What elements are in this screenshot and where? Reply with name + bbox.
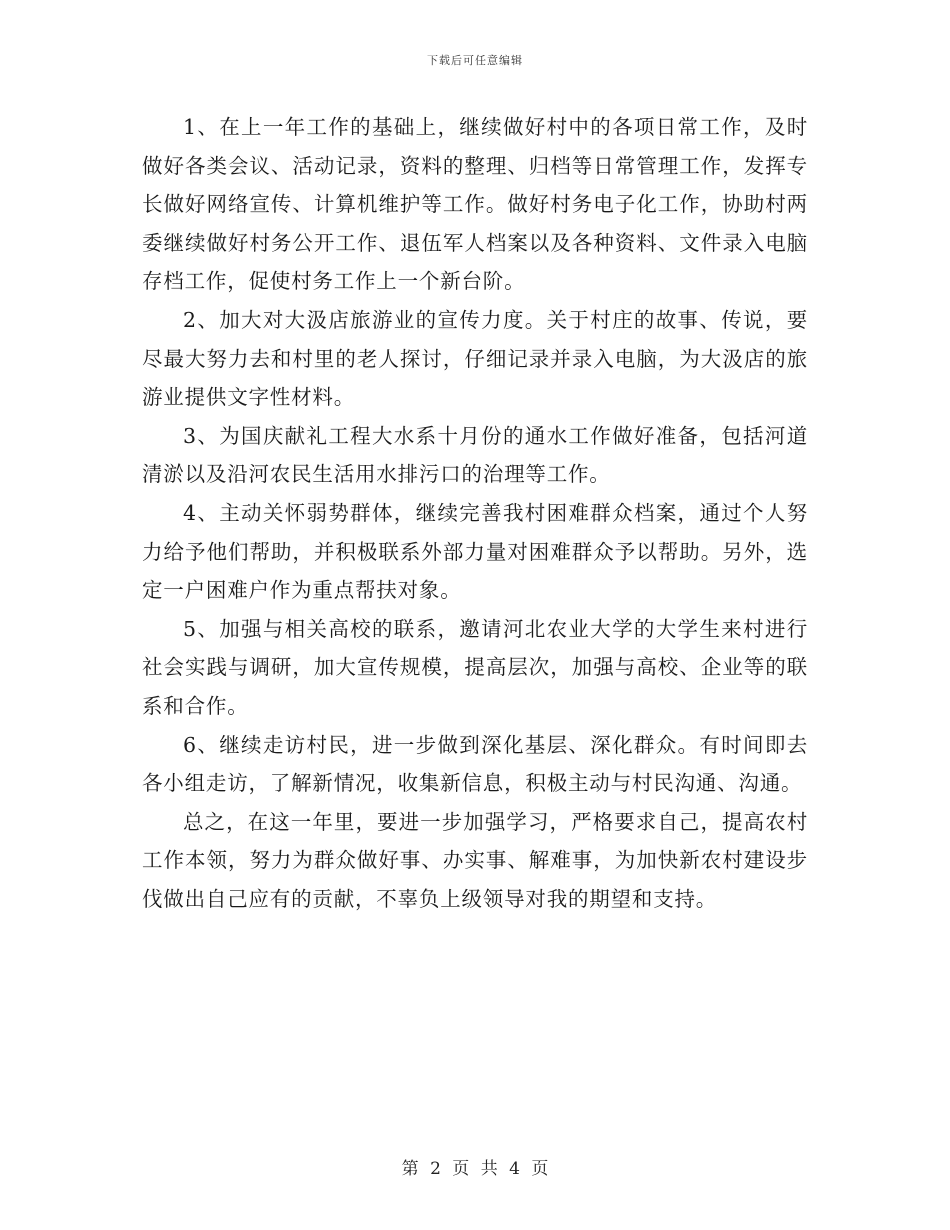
paragraph-item-6: 6、继续走访村民，进一步做到深化基层、深化群众。有时间即去各小组走访，了解新情况，收集新信息，积极主动与村民沟通、沟通。 — [142, 732, 808, 796]
page-header-note: 下载后可任意编辑 — [427, 54, 523, 67]
document-body — [142, 108, 808, 918]
paragraph-item-1: 1、在上一年工作的基础上，继续做好村中的各项日常工作，及时做好各类会议、活动记录，资料的整理、归档等日常管理工作，发挥专长做好网络宣传、计算机维护等工作。做好村务电子化工作，协助村两委继续做好村务公开工作、退伍军人档案以及各种资料、文件录入电脑存档工作，促使村务工作上一个新台阶。 — [142, 115, 808, 294]
page-number: 第 2 页 共 4 页 — [401, 1159, 549, 1179]
paragraph-item-2: 2、加大对大汲店旅游业的宣传力度。关于村庄的故事、传说，要尽最大努力去和村里的老人探讨，仔细记录并录入电脑，为大汲店的旅游业提供文字性材料。 — [142, 307, 808, 410]
paragraph-item-4: 4、主动关怀弱势群体，继续完善我村困难群众档案，通过个人努力给予他们帮助，并积极联系外部力量对困难群众予以帮助。另外，选定一户困难户作为重点帮扶对象。 — [142, 500, 808, 603]
paragraph-summary: 总之，在这一年里，要进一步加强学习，严格要求自己，提高农村工作本领，努力为群众做好事、办实事、解难事，为加快新农村建设步伐做出自己应有的贡献，不辜负上级领导对我的期望和支持。 — [142, 809, 808, 911]
paragraph-item-3: 3、为国庆献礼工程大水系十月份的通水工作做好准备，包括河道清淤以及沿河农民生活用水排污口的治理等工作。 — [142, 423, 808, 487]
paragraph-item-5: 5、加强与相关高校的联系，邀请河北农业大学的大学生来村进行社会实践与调研，加大宣传规模，提高层次，加强与高校、企业等的联系和合作。 — [142, 616, 808, 718]
